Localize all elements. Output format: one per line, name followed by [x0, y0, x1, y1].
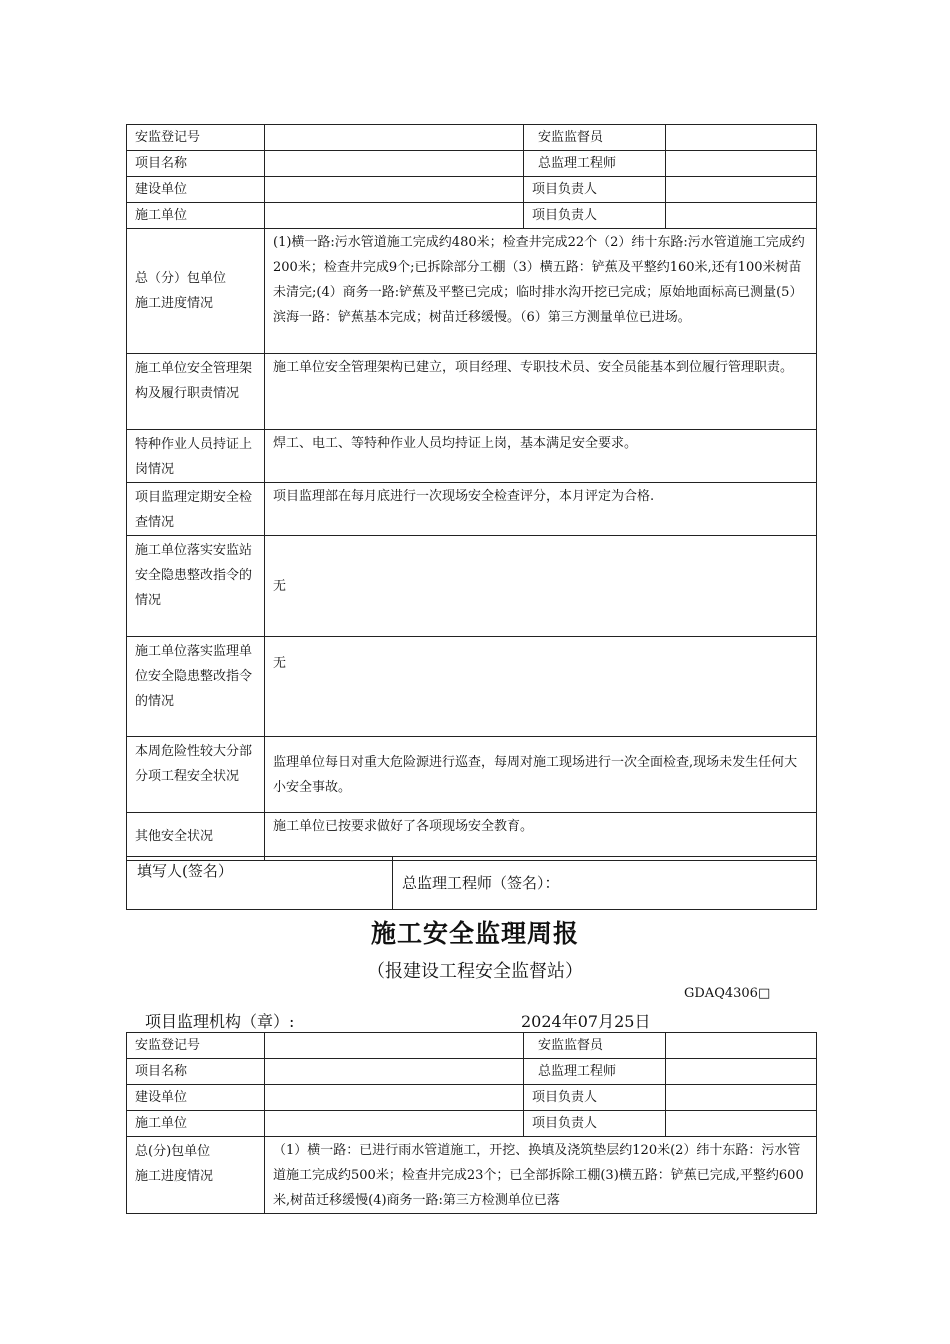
constructor-lead-value[interactable] [666, 203, 817, 229]
org-label: 项目监理机构（章）: [145, 1012, 295, 1031]
builder-lead-label: 项目负责人 [524, 177, 666, 203]
report-subtitle: （报建设工程安全监督站） [367, 961, 583, 982]
reg-no-label: 安监登记号 [127, 1033, 265, 1059]
builder-lead-label: 项目负责人 [524, 1085, 666, 1111]
report-date: 2024年07月25日 [521, 1012, 651, 1031]
signature-table [126, 856, 817, 910]
constructor-value[interactable] [265, 1111, 524, 1137]
supervisor-rectification-label: 施工单位落实监理单位安全隐患整改指令的情况 [127, 637, 265, 737]
progress-text: (1)横一路:污水管道施工完成约480米；检查井完成22个（2）纬十东路:污水管道施工完成约200米；检查井完成9个;已拆除部分工棚（3）横五路：铲蕉及平整约160米,还有100米树苗未清完;(4）商务一路:铲蕉及平整已完成；临时排水沟开挖已完成；原始地面标高已测量(5）滨海一路：铲蕉基本完成；树苗迁移缓慢。（6）第三方测量单位已进场。 [265, 229, 817, 354]
supervisor-value[interactable] [666, 125, 817, 151]
project-name-label: 项目名称 [127, 1059, 265, 1085]
project-name-label: 项目名称 [127, 151, 265, 177]
other-status-text: 施工单位已按要求做好了各项现场安全教育。 [265, 813, 817, 861]
project-name-value[interactable] [265, 151, 524, 177]
reg-no-label: 安监登记号 [127, 125, 265, 151]
danger-status-label: 本周危险性较大分部分项工程安全状况 [127, 737, 265, 813]
danger-status-text: 监理单位每日对重大危险源进行巡查，每周对施工现场进行一次全面检查,现场未发生任何大小安全事故。 [265, 737, 817, 813]
project-name-value[interactable] [265, 1059, 524, 1085]
chief-engineer-label: 总监理工程师 [524, 1059, 666, 1085]
builder-lead-value[interactable] [666, 1085, 817, 1111]
builder-lead-value[interactable] [666, 177, 817, 203]
inspection-text: 项目监理部在每月底进行一次现场安全检查评分，本月评定为合格. [265, 483, 817, 536]
progress-text: （1）横一路：已进行雨水管道施工，开挖、换填及浇筑垫层约120米(2）纬十东路：污水管道施工完成约500米；检查井完成23个；已全部拆除工棚(3)横五路：铲蕉已完成,平整约600米,树苗迁移缓慢(4)商务一路:第三方检测单位已落 [265, 1137, 817, 1214]
station-rectification-label: 施工单位落实安监站安全隐患整改指令的情况 [127, 536, 265, 637]
progress-label: 总(分)包单位 施工进度情况 [127, 1137, 265, 1214]
reg-no-value[interactable] [265, 1033, 524, 1059]
safety-org-text: 施工单位安全管理架构已建立，项目经理、专职技术员、安全员能基本到位履行管理职责。 [265, 354, 817, 430]
safety-info-table [126, 124, 817, 861]
special-ops-label: 特种作业人员持证上岗情况 [127, 430, 265, 483]
chief-signature-label[interactable]: 总监理工程师（签名）： [393, 857, 817, 910]
constructor-label: 施工单位 [127, 203, 265, 229]
chief-engineer-value[interactable] [666, 1059, 817, 1085]
constructor-lead-value[interactable] [666, 1111, 817, 1137]
safety-info-table-2 [126, 1032, 817, 1214]
builder-label: 建设单位 [127, 177, 265, 203]
supervisor-label: 安监监督员 [524, 125, 666, 151]
constructor-lead-label: 项目负责人 [524, 203, 666, 229]
constructor-label: 施工单位 [127, 1111, 265, 1137]
reg-no-value[interactable] [265, 125, 524, 151]
chief-engineer-value[interactable] [666, 151, 817, 177]
builder-value[interactable] [265, 1085, 524, 1111]
special-ops-text: 焊工、电工、等特种作业人员均持证上岗，基本满足安全要求。 [265, 430, 817, 483]
filler-signature-label[interactable]: 填写人(签名） [127, 857, 393, 910]
station-rectification-text: 无 [265, 536, 817, 637]
constructor-value[interactable] [265, 203, 524, 229]
form-code: GDAQ4306□ [684, 986, 771, 1001]
chief-engineer-label: 总监理工程师 [524, 151, 666, 177]
supervisor-rectification-text: 无 [265, 637, 817, 737]
safety-org-label: 施工单位安全管理架构及履行职责情况 [127, 354, 265, 430]
progress-label: 总（分）包单位 施工进度情况 [127, 229, 265, 354]
other-status-label: 其他安全状况 [127, 813, 265, 861]
builder-value[interactable] [265, 177, 524, 203]
report-title: 施工安全监理周报 [370, 919, 579, 948]
builder-label: 建设单位 [127, 1085, 265, 1111]
supervisor-value[interactable] [666, 1033, 817, 1059]
constructor-lead-label: 项目负责人 [524, 1111, 666, 1137]
inspection-label: 项目监理定期安全检查情况 [127, 483, 265, 536]
supervisor-label: 安监监督员 [524, 1033, 666, 1059]
